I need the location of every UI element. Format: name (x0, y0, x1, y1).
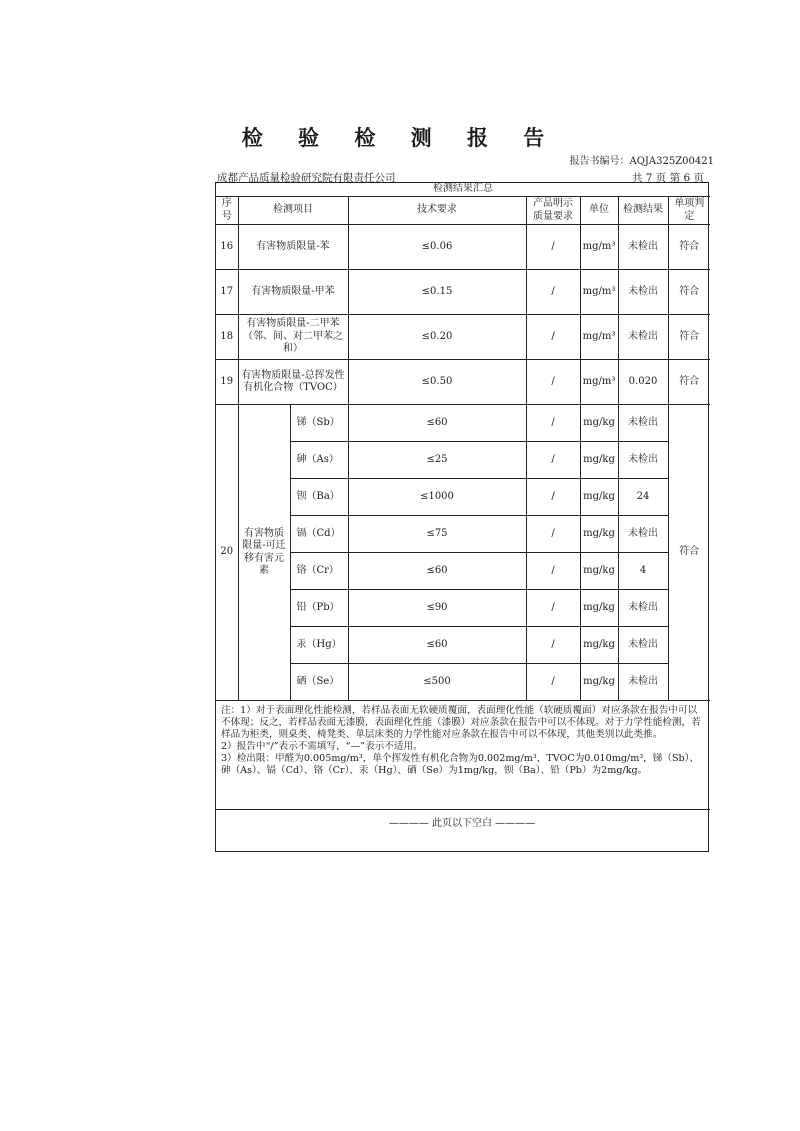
table-row (216, 405, 710, 442)
sub-claim: / (526, 479, 580, 516)
row-result: 0.020 (618, 360, 668, 405)
row-claim: / (526, 315, 580, 360)
row-requirement: ≤0.20 (348, 315, 526, 360)
header-unit: 单位 (580, 197, 618, 225)
header-no: 序号 (216, 197, 238, 225)
sub-result: 未检出 (618, 516, 668, 553)
row-requirement: ≤0.15 (348, 270, 526, 315)
row-judgement: 符合 (668, 360, 710, 405)
report-number: 报告书编号：AQJA325Z00421 (569, 156, 714, 167)
table-row (216, 360, 710, 405)
sub-requirement: ≤500 (348, 664, 526, 701)
sub-claim: / (526, 442, 580, 479)
sub-element: 汞（Hg） (290, 627, 348, 664)
table-row (216, 225, 710, 270)
company-name: 成都产品质量检验研究院有限责任公司 (217, 172, 396, 184)
sub-result: 4 (618, 553, 668, 590)
sub-element: 锑（Sb） (290, 405, 348, 442)
row-unit: mg/m³ (580, 225, 618, 270)
results-sheet (215, 182, 709, 852)
sub-requirement: ≤60 (348, 627, 526, 664)
row-claim: / (526, 225, 580, 270)
group-judgement: 符合 (668, 405, 710, 701)
row-unit: mg/m³ (580, 360, 618, 405)
table-row (216, 627, 710, 664)
report-title: 检 验 检 测 报 告 (241, 125, 559, 150)
row-no: 18 (216, 315, 238, 360)
header-judgement: 单项判定 (668, 197, 710, 225)
sub-claim: / (526, 664, 580, 701)
sub-unit: mg/kg (580, 479, 618, 516)
row-unit: mg/m³ (580, 270, 618, 315)
note-2: 2）报告中“/”表示不需填写，“—”表示不适用。 (221, 740, 423, 752)
sub-element: 铅（Pb） (290, 590, 348, 627)
table-row (216, 270, 710, 315)
sub-element: 铬（Cr） (290, 553, 348, 590)
header-item: 检测项目 (238, 197, 348, 225)
table-row (216, 553, 710, 590)
sub-result: 未检出 (618, 627, 668, 664)
row-no: 17 (216, 270, 238, 315)
sub-requirement: ≤90 (348, 590, 526, 627)
sub-claim: / (526, 405, 580, 442)
row-no: 19 (216, 360, 238, 405)
table-row (216, 664, 710, 701)
table-row (216, 516, 710, 553)
row-item: 有害物质限量-总挥发性有机化合物（TVOC） (238, 360, 348, 405)
sub-claim: / (526, 516, 580, 553)
row-judgement: 符合 (668, 270, 710, 315)
results-table (216, 183, 710, 810)
row-judgement: 符合 (668, 225, 710, 270)
sub-result: 未检出 (618, 442, 668, 479)
sub-result: 未检出 (618, 664, 668, 701)
sub-element: 钡（Ba） (290, 479, 348, 516)
summary-title: 检测结果汇总 (216, 183, 710, 197)
group-item: 有害物质限量-可迁移有害元素 (238, 405, 290, 701)
sub-element: 硒（Se） (290, 664, 348, 701)
sub-claim: / (526, 553, 580, 590)
sub-requirement: ≤60 (348, 405, 526, 442)
table-row (216, 442, 710, 479)
sub-unit: mg/kg (580, 553, 618, 590)
sub-requirement: ≤60 (348, 553, 526, 590)
row-claim: / (526, 360, 580, 405)
sub-unit: mg/kg (580, 590, 618, 627)
sub-result: 未检出 (618, 590, 668, 627)
row-result: 未检出 (618, 270, 668, 315)
sub-unit: mg/kg (580, 442, 618, 479)
table-row (216, 479, 710, 516)
sub-element: 砷（As） (290, 442, 348, 479)
sub-result: 24 (618, 479, 668, 516)
header-requirement: 技术要求 (348, 197, 526, 225)
row-item: 有害物质限量-苯 (238, 225, 348, 270)
row-requirement: ≤0.50 (348, 360, 526, 405)
row-no: 16 (216, 225, 238, 270)
sub-requirement: ≤25 (348, 442, 526, 479)
row-unit: mg/m³ (580, 315, 618, 360)
sub-result: 未检出 (618, 405, 668, 442)
sub-claim: / (526, 627, 580, 664)
row-result: 未检出 (618, 315, 668, 360)
row-item: 有害物质限量-二甲苯（邻、间、对二甲苯之和） (238, 315, 348, 360)
header-result: 检测结果 (618, 197, 668, 225)
sub-requirement: ≤1000 (348, 479, 526, 516)
row-result: 未检出 (618, 225, 668, 270)
sub-unit: mg/kg (580, 627, 618, 664)
header-product-claim: 产品明示质量要求 (526, 197, 580, 225)
note-3: 3）检出限：甲醛为0.005mg/m³，单个挥发性有机化合物为0.002mg/m³，TVOC为0.010mg/m³，锑（Sb）、砷（As）、镉（Cd）、铬（Cr）、汞（Hg）、硒（Se）为1mg/kg，钡（Ba）、铅（Pb）为2mg/kg。 (221, 752, 700, 776)
row-requirement: ≤0.06 (348, 225, 526, 270)
row-claim: / (526, 270, 580, 315)
sub-unit: mg/kg (580, 516, 618, 553)
sub-element: 镉（Cd） (290, 516, 348, 553)
sub-unit: mg/kg (580, 664, 618, 701)
sub-unit: mg/kg (580, 405, 618, 442)
row-judgement: 符合 (668, 315, 710, 360)
notes-section (216, 701, 710, 810)
page-indicator: 共 7 页 第 6 页 (631, 172, 704, 184)
table-row (216, 315, 710, 360)
table-row (216, 590, 710, 627)
row-item: 有害物质限量-甲苯 (238, 270, 348, 315)
sub-requirement: ≤75 (348, 516, 526, 553)
sub-claim: / (526, 590, 580, 627)
group-no: 20 (216, 405, 238, 701)
blank-below-marker: ———— 此页以下空白 ———— (388, 818, 536, 829)
note-1: 注：1）对于表面理化性能检测，若样品表面无软硬质覆面，表面理化性能（软硬质覆面）对应条款在报告中可以不体现；反之，若样品表面无漆膜，表面理化性能（漆膜）对应条款在报告中可以不体现。对于力学性能检测，若样品为柜类，则桌类、椅凳类、单层床类的力学性能对应条款在报告中可以不体现，其他类别以此类推。 (221, 705, 701, 740)
